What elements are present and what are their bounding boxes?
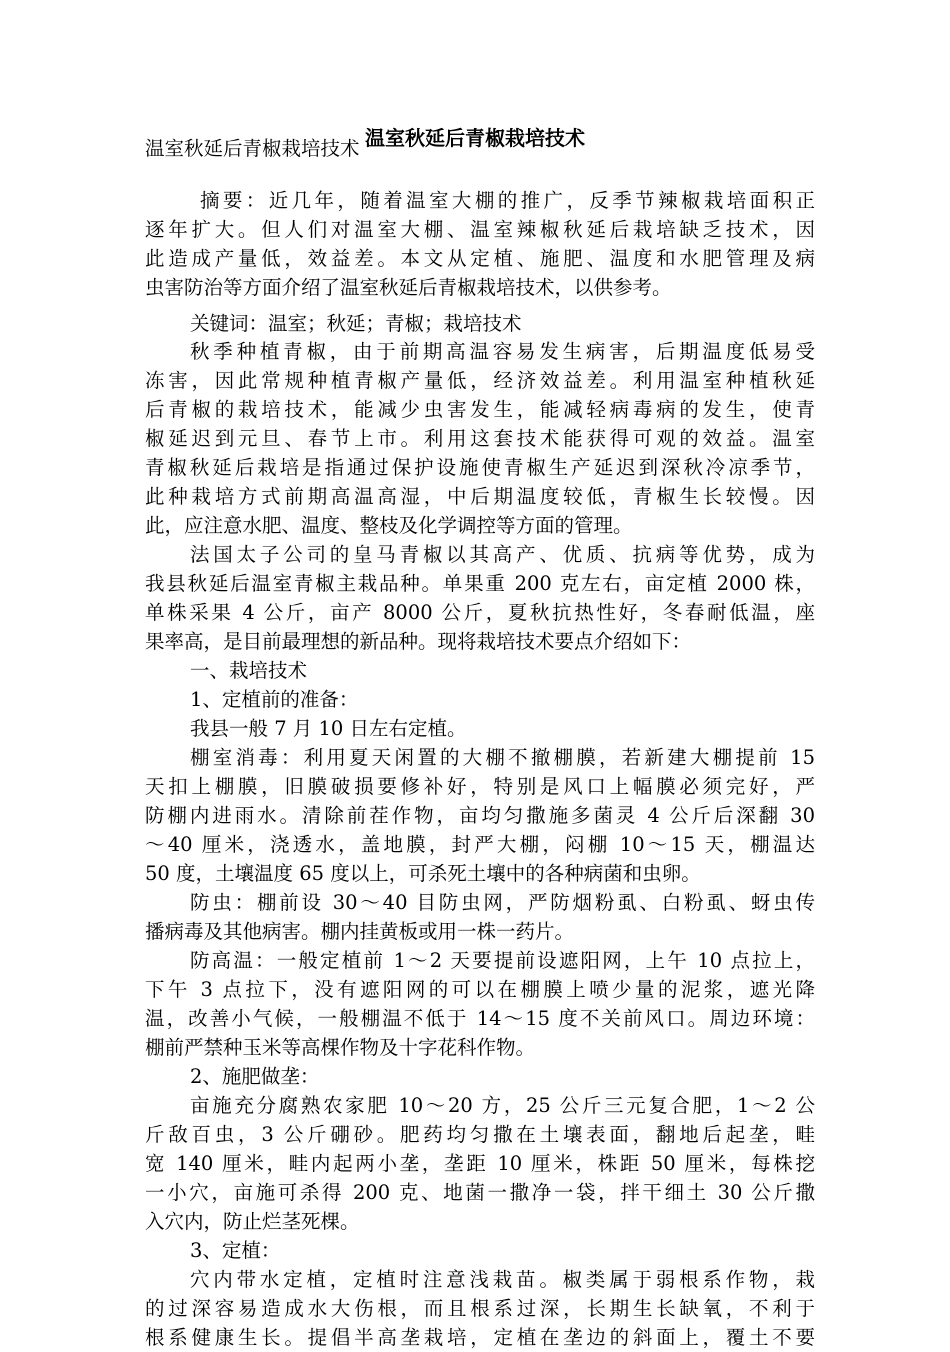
- text-line: 的过深容易造成水大伤根，而且根系过深，长期生长缺氧，不利于: [145, 1297, 815, 1320]
- text-line: 法国太子公司的皇马青椒以其高产、优质、抗病等优势，成为: [190, 543, 815, 566]
- text-line: 播病毒及其他病害。棚内挂黄板或用一株一药片。: [145, 920, 575, 943]
- text-line: 50 度，土壤温度 65 度以上，可杀死土壤中的各种病菌和虫卵。: [145, 862, 701, 885]
- text-line: 入穴内，防止烂茎死棵。: [145, 1210, 360, 1233]
- text-line: 穴内带水定植，定植时注意浅栽苗。椒类属于弱根系作物，栽: [190, 1268, 815, 1291]
- text-line: 棚前严禁种玉米等高棵作物及十字花科作物。: [145, 1036, 536, 1059]
- text-line: 防棚内进雨水。清除前茬作物，亩均匀撒施多菌灵 4 公斤后深翻 30: [145, 804, 815, 827]
- text-line: 单株采果 4 公斤，亩产 8000 公斤，夏秋抗热性好，冬春耐低温，座: [145, 601, 815, 624]
- text-line: 此造成产量低，效益差。本文从定植、施肥、温度和水肥管理及病: [145, 247, 815, 270]
- text-line: 冻害，因此常规种植青椒产量低，经济效益差。利用温室种植秋延: [145, 369, 815, 392]
- text-line: 1、定植前的准备：: [190, 688, 359, 711]
- text-line: 逐年扩大。但人们对温室大棚、温室辣椒秋延后栽培缺乏技术，因: [145, 218, 815, 241]
- document-title: 温室秋延后青椒栽培技术: [365, 126, 585, 150]
- text-line: 我县秋延后温室青椒主栽品种。单果重 200 克左右，亩定植 2000 株，: [145, 572, 815, 595]
- text-line: 果率高，是目前最理想的新品种。现将栽培技术要点介绍如下：: [145, 630, 692, 653]
- text-line: 一、栽培技术: [190, 659, 308, 682]
- text-line: 温室秋延后青椒栽培技术: [145, 137, 360, 160]
- text-line: 天扣上棚膜，旧膜破损要修补好，特别是风口上幅膜必须完好，严: [145, 775, 815, 798]
- text-line: 秋季种植青椒，由于前期高温容易发生病害，后期温度低易受: [190, 340, 815, 363]
- text-line: 防虫：棚前设 30～40 目防虫网，严防烟粉虱、白粉虱、蚜虫传: [190, 891, 815, 914]
- text-line: 防高温：一般定植前 1～2 天要提前设遮阳网，上午 10 点拉上，: [190, 949, 815, 972]
- text-line: 2、施肥做垄：: [190, 1065, 320, 1088]
- text-line: 摘要：近几年，随着温室大棚的推广，反季节辣椒栽培面积正: [200, 189, 815, 212]
- text-line: 青椒秋延后栽培是指通过保护设施使青椒生产延迟到深秋冷凉季节，: [145, 456, 815, 479]
- text-line: 亩施充分腐熟农家肥 10～20 方，25 公斤三元复合肥，1～2 公: [190, 1094, 815, 1117]
- text-line: 后青椒的栽培技术，能减少虫害发生，能减轻病毒病的发生，使青: [145, 398, 815, 421]
- text-line: 斤敌百虫，3 公斤硼砂。肥药均匀撒在土壤表面，翻地后起垄，畦: [145, 1123, 815, 1146]
- text-line: 此种栽培方式前期高温高湿，中后期温度较低，青椒生长较慢。因: [145, 485, 815, 508]
- text-line: 温，改善小气候，一般棚温不低于 14～15 度不关前风口。周边环境：: [145, 1007, 815, 1030]
- text-line: 我县一般 7 月 10 日左右定植。: [190, 717, 467, 740]
- text-line: 椒延迟到元旦、春节上市。利用这套技术能获得可观的效益。温室: [145, 427, 815, 450]
- text-line: 此，应注意水肥、温度、整枝及化学调控等方面的管理。: [145, 514, 633, 537]
- text-line: 下午 3 点拉下，没有遮阳网的可以在棚膜上喷少量的泥浆，遮光降: [145, 978, 815, 1001]
- text-line: 一小穴，亩施可杀得 200 克、地菌一撒净一袋，拌干细土 30 公斤撒: [145, 1181, 815, 1204]
- text-line: 关键词：温室；秋延；青椒；栽培技术: [190, 312, 522, 335]
- text-line: 宽 140 厘米，畦内起两小垄，垄距 10 厘米，株距 50 厘米，每株挖: [145, 1152, 815, 1175]
- text-line: ～40 厘米，浇透水，盖地膜，封严大棚，闷棚 10～15 天，棚温达: [145, 833, 815, 856]
- text-line: 根系健康生长。提倡半高垄栽培，定植在垄边的斜面上，覆土不要: [145, 1326, 815, 1349]
- text-line: 虫害防治等方面介绍了温室秋延后青椒栽培技术，以供参考。: [145, 276, 672, 299]
- text-line: 3、定植：: [190, 1239, 281, 1262]
- text-line: 棚室消毒：利用夏天闲置的大棚不撤棚膜，若新建大棚提前 15: [190, 746, 815, 769]
